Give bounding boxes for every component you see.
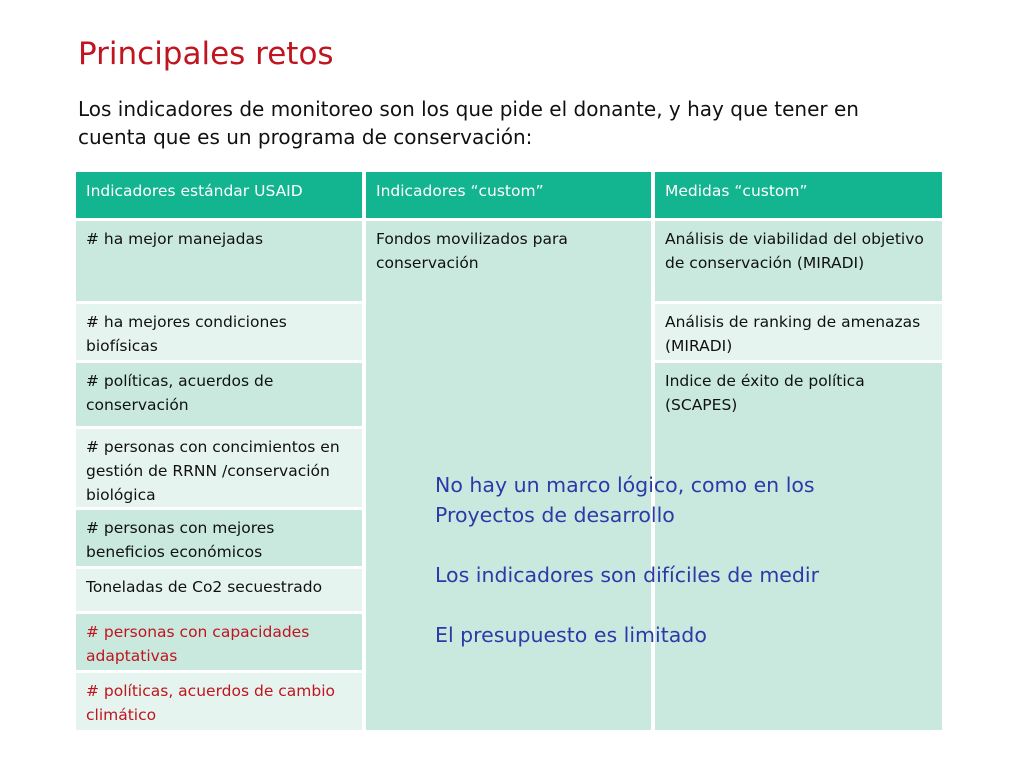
overlay-line: No hay un marco lógico, como en los [435, 473, 815, 497]
table-cell-highlight: # políticas, acuerdos de cambio climático [76, 673, 362, 730]
table-cell: Toneladas de Co2 secuestrado [76, 569, 362, 611]
table-cell: # ha mejores condiciones biofísicas [76, 304, 362, 360]
table-cell: # personas con concimientos en gestión de RRNN /conservación biológica [76, 429, 362, 507]
header-custom-measures: Medidas “custom” [655, 172, 942, 218]
header-usaid-indicators: Indicadores estándar USAID [76, 172, 362, 218]
table-cell-merged: Fondos movilizados para conservación [366, 221, 651, 730]
table-cell: Indice de éxito de política (SCAPES) [655, 363, 942, 730]
table-cell: # personas con mejores beneficios económicos [76, 510, 362, 566]
overlay-line: El presupuesto es limitado [435, 623, 707, 647]
table-cell: Análisis de viabilidad del objetivo de conservación (MIRADI) [655, 221, 942, 301]
challenges-overlay-text [435, 470, 819, 650]
slide-title: Principales retos [78, 36, 334, 72]
table-cell: Análisis de ranking de amenazas (MIRADI) [655, 304, 942, 360]
table-cell-highlight: # personas con capacidades adaptativas [76, 614, 362, 670]
overlay-line: Los indicadores son difíciles de medir [435, 563, 820, 587]
overlay-line: Proyectos de desarrollo [435, 503, 675, 527]
table-cell: # políticas, acuerdos de conservación [76, 363, 362, 426]
slide-subtitle: Los indicadores de monitoreo son los que pide el donante, y hay que tener en cuenta que es un programa de conservación: [78, 97, 859, 149]
table-cell: # ha mejor manejadas [76, 221, 362, 301]
header-custom-indicators: Indicadores “custom” [366, 172, 651, 218]
